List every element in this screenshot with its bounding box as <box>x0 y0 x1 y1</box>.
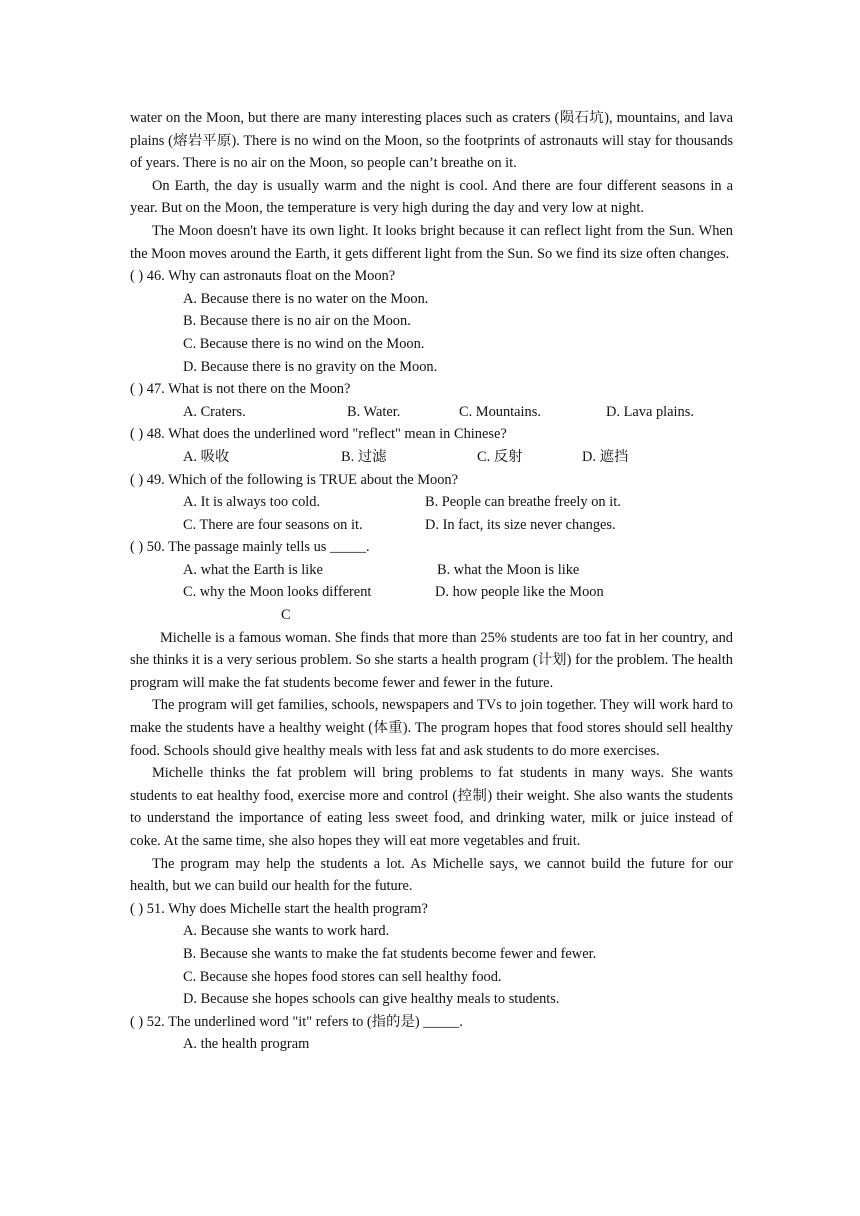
question-51-option-a: A. Because she wants to work hard. <box>183 923 390 940</box>
question-48-option-d: D. 遮挡 <box>582 448 629 465</box>
question-47-option-a: A. Craters. <box>183 403 246 420</box>
question-52-option-a: A. the health program <box>183 1036 310 1053</box>
question-48-options <box>183 446 733 469</box>
passage-c-paragraph-4: The program may help the students a lot. As Michelle says, we cannot build the future for our health, but we can build our health for the future. <box>130 855 733 895</box>
question-51-option-b: B. Because she wants to make the fat students become fewer and fewer. <box>183 945 597 962</box>
question-49-option-c: C. There are four seasons on it. <box>183 516 363 533</box>
question-50-stem: ( ) 50. The passage mainly tells us _____. <box>130 539 370 556</box>
question-47-option-c: C. Mountains. <box>459 403 541 420</box>
passage-c-paragraph-3: Michelle thinks the fat problem will bring problems to fat students in many ways. She wants students to eat healthy food, exercise more and control (控制) their weight. She also wants the students to understand the importance of eating less sweet food, and drinking water, milk or juice instead of coke. At the same time, she also hopes they will eat more vegetables and fruit. <box>130 765 733 849</box>
question-50-option-a: A. what the Earth is like <box>183 561 323 578</box>
question-49-option-b: B. People can breathe freely on it. <box>425 494 621 511</box>
passage-b-paragraph-2: On Earth, the day is usually warm and the night is cool. And there are four different seasons in a year. But on the Moon, the temperature is very high during the day and very low at night. <box>130 177 733 217</box>
question-49-options-row-1 <box>183 491 733 514</box>
question-51-option-d: D. Because she hopes schools can give healthy meals to students. <box>183 991 560 1008</box>
question-49-option-a: A. It is always too cold. <box>183 494 321 511</box>
question-49-option-d: D. In fact, its size never changes. <box>425 516 616 533</box>
question-47-options <box>183 401 733 424</box>
question-48-option-c: C. 反射 <box>477 448 523 465</box>
question-52-stem: ( ) 52. The underlined word "it" refers to (指的是) _____. <box>130 1013 463 1030</box>
question-51-option-c: C. Because she hopes food stores can sell healthy food. <box>183 968 502 985</box>
question-46-option-c: C. Because there is no wind on the Moon. <box>183 335 425 352</box>
exam-page <box>130 107 733 1056</box>
question-50-option-b: B. what the Moon is like <box>437 561 580 578</box>
question-50-option-c: C. why the Moon looks different <box>183 584 372 601</box>
question-46-option-b: B. Because there is no air on the Moon. <box>183 313 411 330</box>
question-46-option-a: A. Because there is no water on the Moon. <box>183 290 429 307</box>
question-47-stem: ( ) 47. What is not there on the Moon? <box>130 381 351 398</box>
question-50-options-row-2 <box>183 581 733 604</box>
question-48-option-b: B. 过滤 <box>341 448 387 465</box>
question-49-stem: ( ) 49. Which of the following is TRUE about the Moon? <box>130 471 459 488</box>
passage-b-paragraph-1: water on the Moon, but there are many interesting places such as craters (陨石坑), mountains, and lava plains (熔岩平原). There is no wind on the Moon, so the footprints of astronauts will stay for thousands of years. There is no air on the Moon, so people can’t breathe on it. <box>130 110 733 172</box>
question-48-stem: ( ) 48. What does the underlined word "reflect" mean in Chinese? <box>130 426 507 443</box>
question-47-option-b: B. Water. <box>347 403 401 420</box>
question-47-option-d: D. Lava plains. <box>606 403 694 420</box>
passage-c-paragraph-2: The program will get families, schools, newspapers and TVs to join together. They will work hard to make the students have a healthy weight (体重). The program hopes that food stores should sell healthy food. Schools should give healthy meals with less fat and ask students to do more exercises. <box>130 697 733 759</box>
question-50-options-row-1 <box>183 559 733 582</box>
question-48-option-a: A. 吸收 <box>183 448 230 465</box>
question-50-option-d: D. how people like the Moon <box>435 584 604 601</box>
question-46-option-d: D. Because there is no gravity on the Moon. <box>183 358 438 375</box>
question-49-options-row-2 <box>183 514 733 537</box>
passage-b-paragraph-3: The Moon doesn't have its own light. It looks bright because it can reflect light from the Sun. When the Moon moves around the Earth, it gets different light from the Sun. So we find its size often changes. <box>130 222 733 262</box>
question-51-stem: ( ) 51. Why does Michelle start the health program? <box>130 900 428 917</box>
question-46-stem: ( ) 46. Why can astronauts float on the Moon? <box>130 268 396 285</box>
section-c-heading: C <box>281 607 291 624</box>
passage-c-paragraph-1: Michelle is a famous woman. She finds that more than 25% students are too fat in her country, and she thinks it is a very serious problem. So she starts a health program (计划) for the problem. The health program will make the fat students become fewer and fewer in the future. <box>130 629 733 691</box>
